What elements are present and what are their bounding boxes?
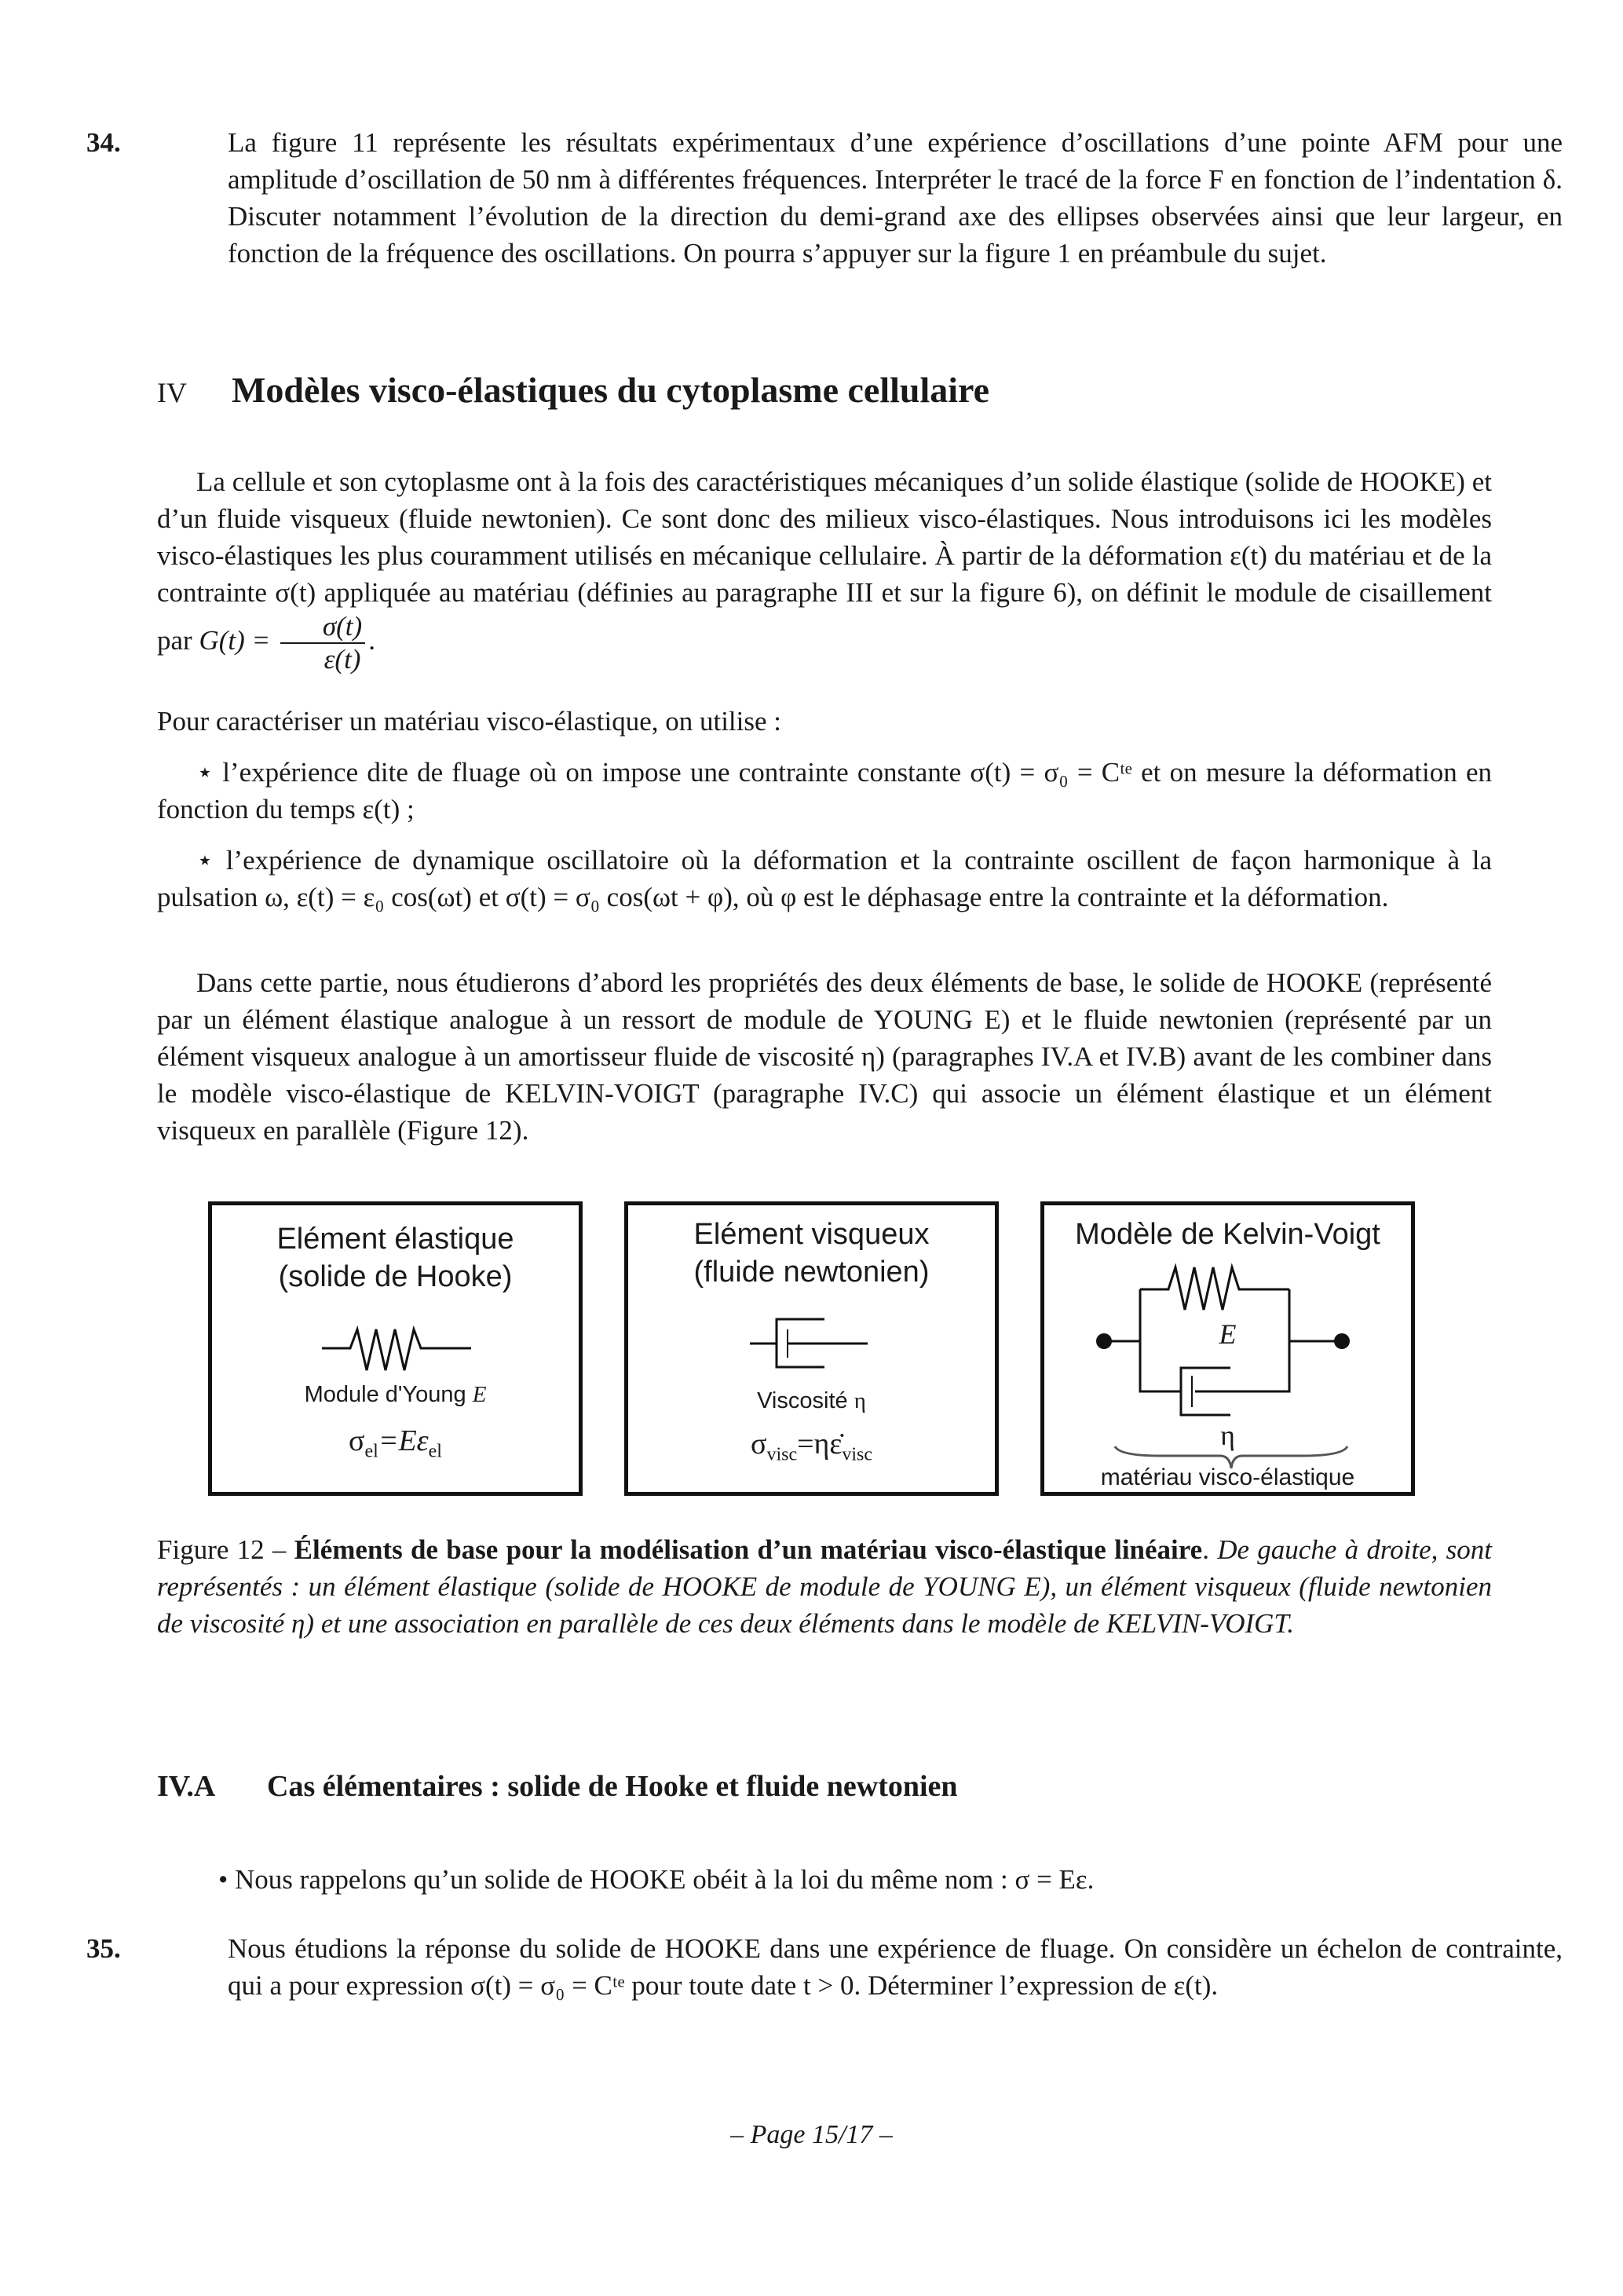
question-34 [86, 124, 1563, 272]
eq-mid: =ηε̇ [797, 1428, 843, 1461]
part-paragraph: Dans cette partie, nous étudierons d’abord les propriétés des deux éléments de base, le solide de HOOKE (représenté par un élément élastique analogue à un ressort de module de YOUNG E) et le fluide newtonien (représenté par un élément visqueux analogue à un amortisseur fluide de viscosité η) (paragraphes IV.A et IV.B) avant de les combiner dans le modèle visco-élastique de KELVIN-VOIGT (paragraphe IV.C) qui associe un élément élastique et un élément visqueux en parallèle (Figure 12). [157, 967, 1492, 1146]
formula-period: . [368, 625, 375, 656]
figure-box-kelvin-voigt [1040, 1201, 1415, 1496]
label-text: Module d'Young [304, 1382, 466, 1407]
eq-sub: visc [842, 1444, 873, 1465]
box-title-line1: Elément visqueux [693, 1218, 930, 1251]
star-bullet-icon: ⋆ [196, 845, 214, 876]
subsection-heading [157, 1769, 958, 1804]
characterize-intro: Pour caractériser un matériau visco-élastique, on utilise : [157, 706, 782, 737]
reminder-text: Nous rappelons qu’un solide de HOOKE obéit à la loi du même nom : σ = Eε. [235, 1864, 1095, 1895]
section-heading [157, 369, 989, 411]
star-bullet-icon: ⋆ [196, 757, 214, 788]
label-text: Viscosité [757, 1388, 848, 1413]
box-label [212, 1382, 579, 1408]
section-title: Modèles visco-élastiques du cytoplasme cellulaire [232, 370, 990, 410]
eq-sigma: σ [750, 1428, 767, 1461]
intro-paragraph [157, 463, 1492, 675]
label-symbol: E [472, 1382, 487, 1407]
hooke-reminder [157, 1861, 1492, 1898]
dashpot-icon [750, 1317, 875, 1372]
label-symbol: η [854, 1388, 866, 1413]
bullet-dot-icon: • [218, 1864, 228, 1895]
shear-modulus-formula-lhs: G(t) = [199, 625, 271, 656]
dashpot-label: η [1220, 1420, 1235, 1451]
figure-caption: Figure 12 – Éléments de base pour la modélisation d’un matériau visco-élastique linéaire. De gauche à droite, sont représentés : un élément élastique (solide de HOOKE de module de YOUNG E), un élément visqueux (fluide newtonien de viscosité η) et une association en parallèle de ces deux éléments dans le modèle de KELVIN-VOIGT. [157, 1534, 1493, 1639]
eq-sub: el [364, 1441, 378, 1462]
shear-modulus-fraction [280, 611, 365, 675]
eq-sigma: σ [349, 1424, 365, 1457]
box-label [628, 1388, 995, 1414]
page-number: – Page 15/17 – [730, 2120, 893, 2149]
box-equation [628, 1427, 995, 1466]
figure-box-viscous [624, 1201, 999, 1496]
caption-body: De gauche à droite, sont représentés : un élément élastique (solide de HOOKE de module de YOUNG E), un élément visqueux (fluide newtonien de viscosité η) et une association en parallèle de ces deux éléments dans le modèle de KELVIN-VOIGT. [157, 1534, 1493, 1639]
figure-box-elastic [208, 1201, 583, 1496]
bullet-text: l’expérience dite de fluage où on impose une contrainte constante σ(t) = σ₀ = Cᵗᵉ et on mesure la déformation en fonction du temps ε(t) ; [157, 757, 1493, 824]
box-title-line2: (solide de Hooke) [278, 1260, 513, 1293]
bullet-creep [157, 754, 1492, 828]
fraction-denominator: ε(t) [324, 644, 361, 675]
spring-label: E [1219, 1318, 1237, 1350]
subsection-title: Cas élémentaires : solide de Hooke et fluide newtonien [267, 1770, 958, 1803]
bullet-oscillatory [157, 842, 1492, 916]
subsection-number: IV.A [157, 1770, 216, 1803]
question-text: Nous étudions la réponse du solide de HOOKE dans une expérience de fluage. On considère un échelon de contrainte, qui a pour expression σ(t) = σ₀ = Cᵗᵉ pour toute date t > 0. Déterminer l’expression de ε(t). [228, 1933, 1563, 2001]
question-text: La figure 11 représente les résultats expérimentaux d’une expérience d’oscillations d’une pointe AFM pour une amplitude d’oscillation de 50 nm à différentes fréquences. Interpréter le tracé de la force F en fonction de l’indentation δ. Discuter notamment l’évolution de la direction du demi-grand axe des ellipses observées ainsi que leur largeur, en fonction de la fréquence des oscillations. On pourra s’appuyer sur la figure 1 en préambule du sujet. [228, 127, 1563, 269]
box-title-line2: (fluide newtonien) [693, 1256, 930, 1289]
question-35 [86, 1930, 1563, 2004]
eq-sub: visc [766, 1444, 798, 1465]
caption-title: Éléments de base pour la modélisation d’un matériau visco-élastique linéaire [294, 1534, 1203, 1565]
question-number: 34. [86, 127, 121, 158]
box-title: Modèle de Kelvin-Voigt [1075, 1218, 1380, 1251]
bullet-text: l’expérience de dynamique oscillatoire où la déformation et la contrainte oscillent de façon harmonique à la pulsation ω, ε(t) = ε₀ cos(ωt) et σ(t) = σ₀ cos(ωt + φ), où φ est le déphasage entre la contrainte et la déformation. [157, 845, 1493, 912]
brace-label: matériau visco-élastique [1100, 1464, 1355, 1490]
fraction-numerator: σ(t) [280, 611, 365, 644]
box-title-line1: Elément élastique [276, 1223, 514, 1256]
eq-sub: el [428, 1441, 442, 1462]
spring-icon [322, 1327, 471, 1374]
intro-text: La cellule et son cytoplasme ont à la fois des caractéristiques mécaniques d’un solide élastique (solide de HOOKE) et d’un fluide visqueux (fluide newtonien). Ce sont donc des milieux visco-élastiques. Nous introduisons ici les modèles visco-élastiques les plus couramment utilisés en mécanique cellulaire. À partir de la déformation ε(t) du matériau et de la contrainte σ(t) appliquée au matériau (définies au paragraphe III et sur la figure 6), on définit le module de cisaillement par [157, 466, 1492, 656]
section-number: IV [157, 377, 187, 408]
question-number: 35. [86, 1933, 121, 1964]
eq-mid: =Eε [378, 1424, 429, 1457]
caption-prefix: Figure 12 – [157, 1534, 287, 1565]
box-equation [212, 1424, 579, 1463]
